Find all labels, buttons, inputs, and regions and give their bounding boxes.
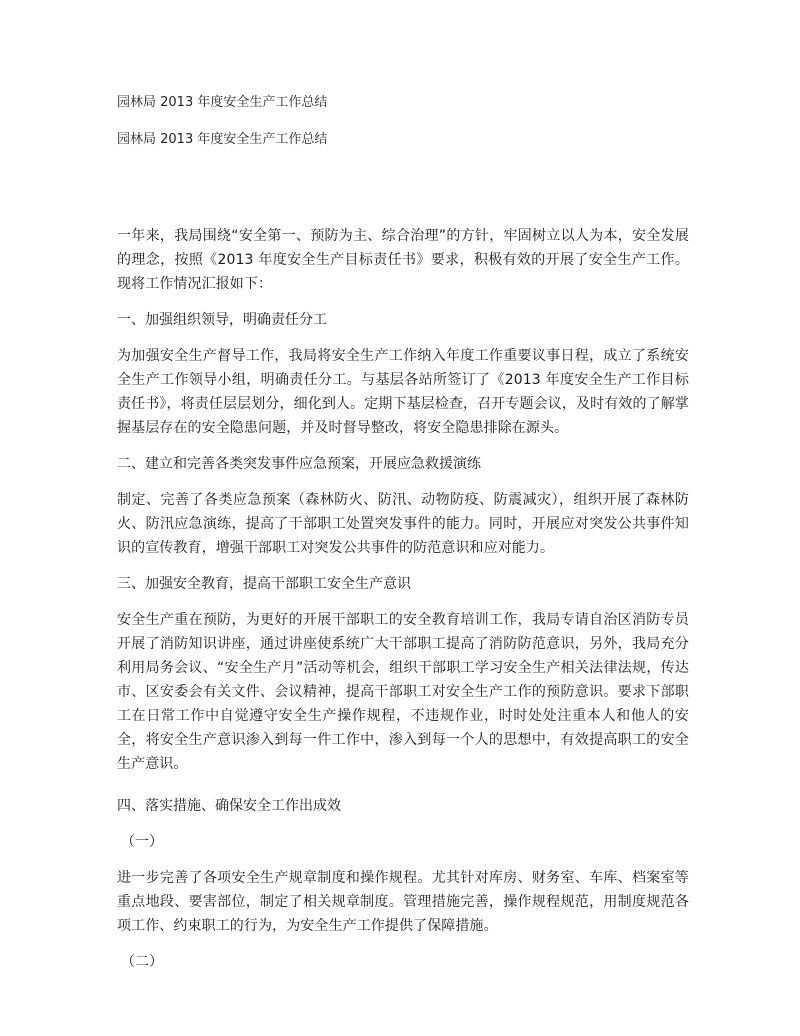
subsection-marker-2: （二）: [121, 954, 163, 970]
document-title-repeat: 园林局 2013 年度安全生产工作总结: [117, 132, 328, 147]
section-heading-1: 一、加强组织领导，明确责任分工: [117, 312, 327, 328]
section-heading-4: 四、落实措施、确保安全工作出成效: [117, 798, 341, 814]
intro-paragraph: 一年来，我局围绕“安全第一、预防为主、综合治理”的方针，牢固树立以人为本，安全发展的理念，按照《2013 年度安全生产目标责任书》要求，积极有效的开展了安全生产工作。现将工作情况汇报如下：: [117, 228, 689, 292]
section-body-4: 进一步完善了各项安全生产规章制度和操作规程。尤其针对库房、财务室、车库、档案室等重点地段、要害部位，制定了相关规章制度。管理措施完善，操作规程规范，用制度规范各项工作、约束职工的行为，为安全生产工作提供了保障措施。: [117, 870, 689, 934]
section-body-1: 为加强安全生产督导工作，我局将安全生产工作纳入年度工作重要议事日程，成立了系统安全生产工作领导小组，明确责任分工。与基层各站所签订了《2013 年度安全生产工作目标责任书》，将责任层层划分，细化到人。定期下基层检查，召开专题会议，及时有效的了解掌握基层存在的安全隐患问题，并及时督导整改，将安全隐患排除在源头。: [117, 348, 689, 436]
subsection-marker-1: （一）: [121, 834, 163, 850]
section-heading-2: 二、建立和完善各类突发事件应急预案，开展应急救援演练: [117, 456, 481, 472]
section-heading-3: 三、加强安全教育，提高干部职工安全生产意识: [117, 576, 411, 592]
section-body-3: 安全生产重在预防，为更好的开展干部职工的安全教育培训工作，我局专请自治区消防专员开展了消防知识讲座，通过讲座使系统广大干部职工提高了消防防范意识，另外，我局充分利用局务会议、“安全生产月”活动等机会，组织干部职工学习安全生产相关法律法规，传达市、区安委会有关文件、会议精神，提高干部职工对安全生产工作的预防意识。要求下部职工在日常工作中自觉遵守安全生产操作规程，不违规作业，时时处处注重本人和他人的安全，将安全生产意识渗入到每一件工作中，渗入到每一个人的思想中，有效提高职工的安全生产意识。: [117, 612, 689, 772]
document-body: [117, 224, 689, 986]
document-title: 园林局 2013 年度安全生产工作总结: [117, 95, 328, 110]
section-body-2: 制定、完善了各类应急预案（森林防火、防汛、动物防疫、防震减灾），组织开展了森林防火、防汛应急演练，提高了干部职工处置突发事件的能力。同时，开展应对突发公共事件知识的宣传教育，增强干部职工对突发公共事件的防范意识和应对能力。: [117, 492, 689, 556]
